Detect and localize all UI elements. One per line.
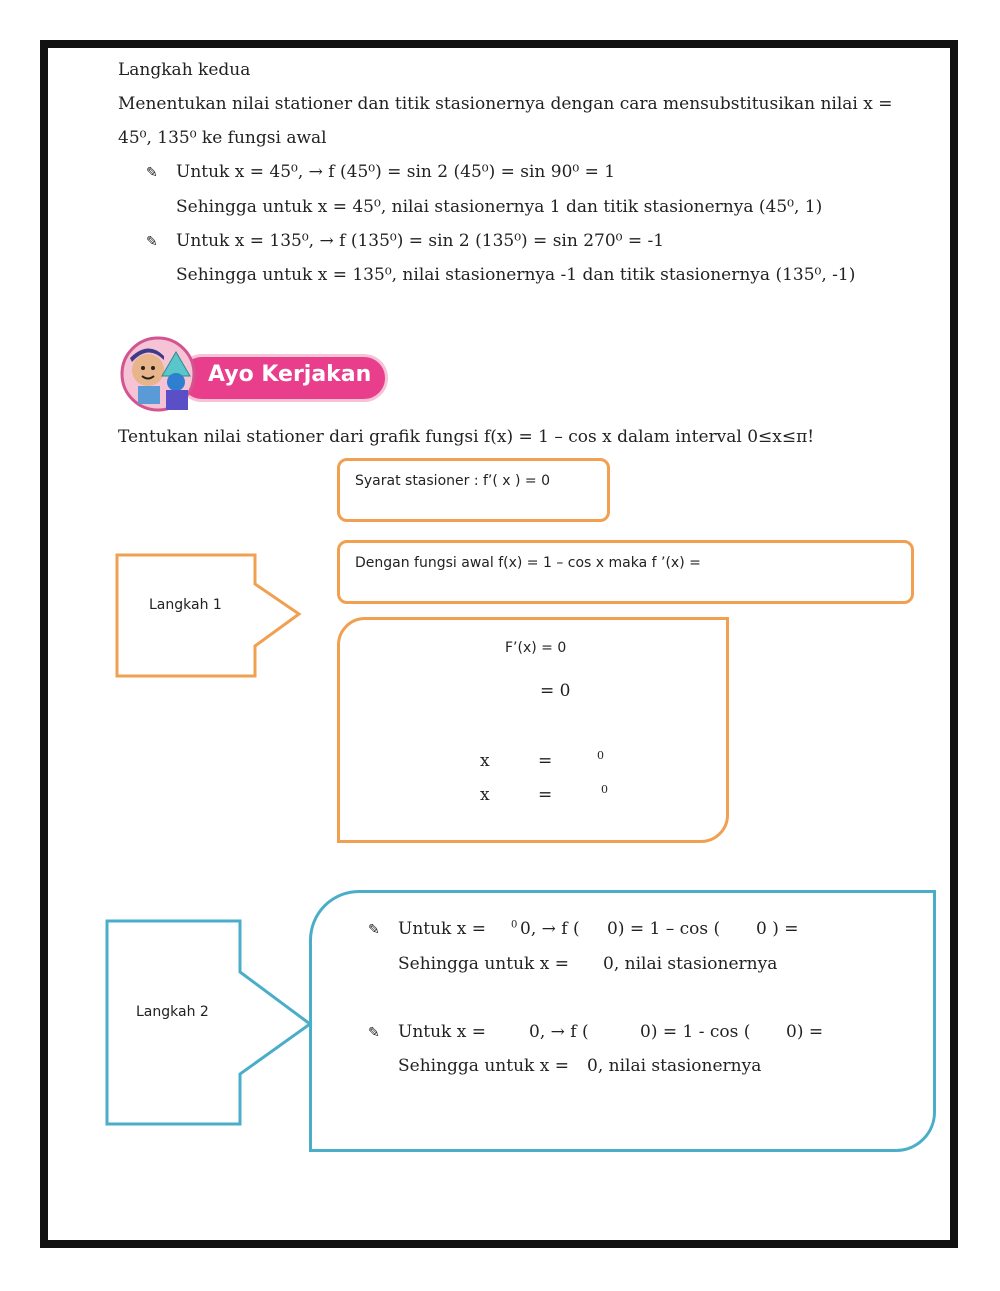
work-x1-eq: =	[538, 751, 553, 771]
condition-box	[337, 458, 610, 522]
derivative-box	[337, 540, 914, 604]
step2-a-line1b: 0	[511, 919, 518, 931]
step2-a-line2: Sehingga untuk x =	[398, 954, 569, 974]
list-item	[146, 231, 664, 251]
list-item	[146, 162, 615, 182]
work-line1: F’(x) = 0	[505, 640, 567, 656]
list-item: ✎ Untuk x =	[368, 1022, 486, 1042]
banner-label: Ayo Kerjakan	[208, 362, 372, 387]
pencil-bullet-icon: ✎	[146, 165, 158, 181]
condition-text: Syarat stasioner : f’( x ) = 0	[355, 473, 551, 489]
work-x2-var: x	[480, 785, 490, 805]
step-heading: Langkah kedua	[118, 60, 251, 80]
step2-a-line1b-text: 0, → f (	[520, 919, 580, 939]
intro-paragraph-line2: 45⁰, 135⁰ ke fungsi awal	[118, 128, 327, 148]
step2-b-line1c: 0) = 1 - cos (	[640, 1022, 751, 1042]
kid-illustration-icon	[118, 332, 218, 414]
work-x2-eq: =	[538, 785, 553, 805]
step2-a-line1d: 0 ) =	[756, 919, 799, 939]
step2-a-line1c: 0) = 1 – cos (	[607, 919, 721, 939]
pencil-bullet-icon: ✎	[368, 922, 380, 938]
step2-work-box	[309, 890, 936, 1152]
work-x1-degree: 0	[597, 749, 604, 762]
step1-label: Langkah 1	[149, 597, 222, 613]
item-line2: Sehingga untuk x = 135⁰, nilai stasionernya -1 dan titik stasionernya (135⁰, -1)	[176, 265, 856, 285]
step2-b-line1b: 0, → f (	[529, 1022, 589, 1042]
task-question: Tentukan nilai stationer dari grafik fungsi f(x) = 1 – cos x dalam interval 0≤x≤π!	[118, 427, 815, 447]
step1-work-box	[337, 617, 729, 843]
step2-arrow-shape	[104, 918, 324, 1133]
pencil-bullet-icon: ✎	[368, 1025, 380, 1041]
step1-arrow-shape	[114, 552, 334, 682]
step2-b-line1d: 0) =	[786, 1022, 824, 1042]
ayo-kerjakan-banner	[118, 332, 393, 414]
work-line2: = 0	[540, 681, 571, 701]
item-line1: Untuk x = 135⁰, → f (135⁰) = sin 2 (135⁰) = sin 270⁰ = -1	[176, 231, 665, 251]
item-line2: Sehingga untuk x = 45⁰, nilai stasionernya 1 dan titik stasionernya (45⁰, 1)	[176, 197, 823, 217]
pencil-bullet-icon: ✎	[146, 234, 158, 250]
step2-a-line2b: 0, nilai stasionernya	[603, 954, 778, 974]
work-x2-degree: 0	[601, 783, 608, 796]
item-line1: Untuk x = 45⁰, → f (45⁰) = sin 2 (45⁰) = sin 90⁰ = 1	[176, 162, 616, 182]
work-x1-var: x	[480, 751, 490, 771]
list-item: ✎ Untuk x =	[368, 919, 486, 939]
derivative-prompt: Dengan fungsi awal f(x) = 1 – cos x maka f ’(x) =	[355, 555, 701, 571]
step2-label: Langkah 2	[136, 1004, 209, 1020]
intro-paragraph-line1: Menentukan nilai stationer dan titik stasionernya dengan cara mensubstitusikan nilai x =	[118, 94, 893, 114]
step2-b-line2: Sehingga untuk x =	[398, 1056, 569, 1076]
step2-b-line2b: 0, nilai stasionernya	[587, 1056, 762, 1076]
